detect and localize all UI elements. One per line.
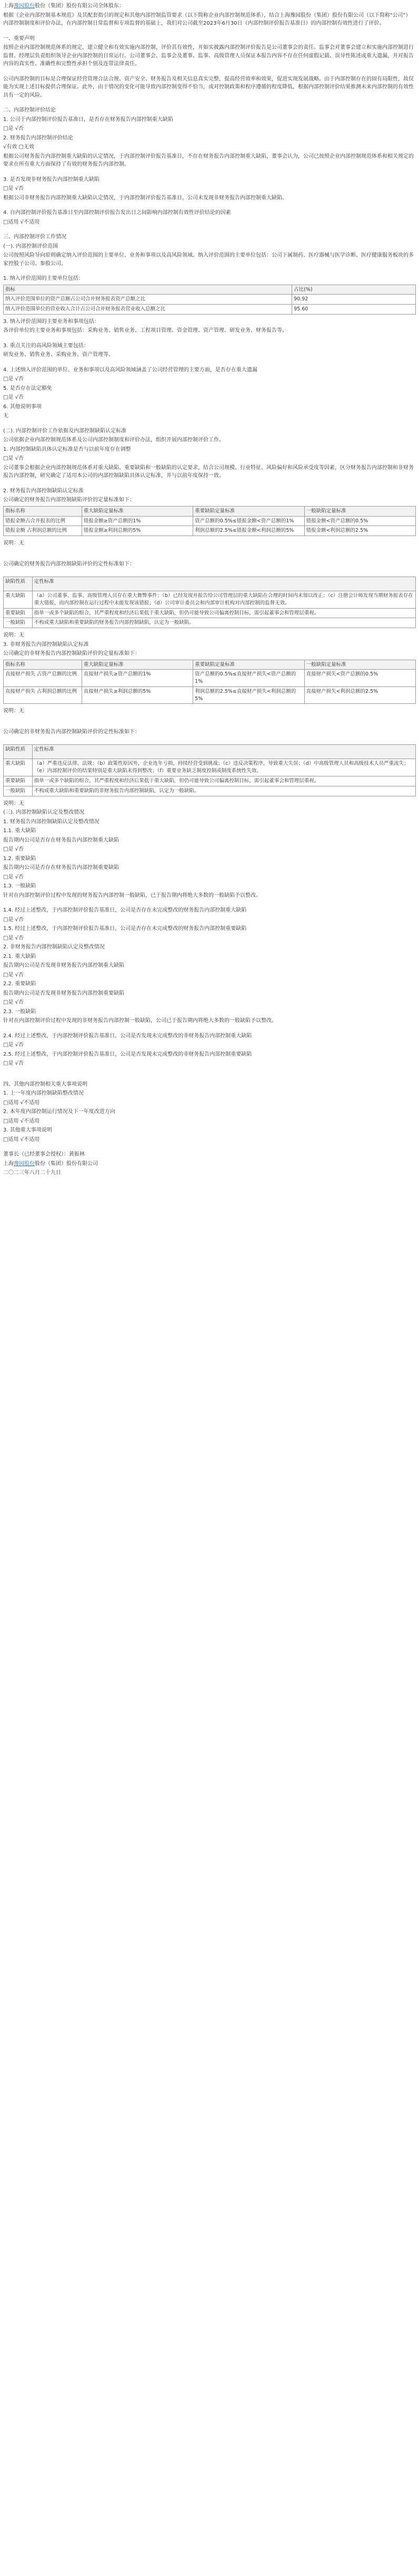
table-row bbox=[4, 745, 416, 759]
sub2-item3-body: 公司确定的财务报告内部控制缺陷评价的定性标准如下： bbox=[3, 561, 135, 567]
a2-5-options: □是 √否 bbox=[3, 1060, 24, 1067]
table-row bbox=[4, 618, 416, 628]
table-cell: 直接财产损失≥资产总额的1% bbox=[82, 670, 193, 687]
table-cell: 直接财产损失 占资产总额的比例 bbox=[4, 670, 82, 687]
item7: 6. 其他说明事项 bbox=[3, 403, 42, 410]
item3-body: 各评价单位的主要业务和事项包括：采购业务、销售业务、工程项目管理、资金管理、资产管理、研发业务、财务报告等。 bbox=[3, 328, 287, 334]
q4-options: □适用 √不适用 bbox=[3, 219, 39, 225]
table-row bbox=[4, 516, 416, 526]
table-cell: 一般缺陷 bbox=[4, 786, 33, 796]
a2: 2. 非财务报告内部控制缺陷认定及整改情况 bbox=[3, 944, 105, 951]
item5-options: □是 √否 bbox=[3, 376, 24, 382]
a1-3: 1.3. 一般缺陷 bbox=[3, 883, 36, 890]
a2-2: 2.2. 重要缺陷 bbox=[3, 981, 36, 987]
table-header-cell: 指标名称 bbox=[4, 506, 82, 516]
table-header-cell: 重大缺陷定量标准 bbox=[82, 660, 193, 670]
report-date: 二〇二三年八月二十九日 bbox=[3, 1170, 61, 1176]
item3: 3. 纳入评价范围的主要业务和事项包括： bbox=[3, 318, 99, 325]
table-cell: 资产总额的0.5%≤直接财产损失<资产总额的1% bbox=[193, 670, 304, 687]
table-cell: 利润总额的2.5%≤错报金额<利润总额的5% bbox=[193, 526, 304, 536]
table-row bbox=[4, 686, 416, 704]
table-cell: 错报金额≥资产总额的1% bbox=[82, 516, 193, 526]
company-link[interactable]: 豫园股份 bbox=[14, 3, 35, 9]
signature-line: 董事长（已经董事会授权）：黄振林 bbox=[3, 1151, 85, 1158]
table-header-cell: 一般缺陷定量标准 bbox=[304, 506, 415, 516]
a2-2-options: □是 √否 bbox=[3, 999, 24, 1006]
table-row bbox=[4, 670, 416, 687]
table-cell: 直接财产损失<利润总额的2.5% bbox=[304, 686, 415, 704]
note2: 说明：无 bbox=[3, 632, 24, 639]
a2-2-question: 报告期内公司是否发现非财务报告内部控制重要缺陷 bbox=[3, 990, 124, 996]
q3-options: □是 √否 bbox=[3, 186, 24, 191]
table-cell: 错报金额<利润总额的2.5% bbox=[304, 526, 415, 536]
b2: 2. 本年度内部控制运行情况及下一年度改进方向 bbox=[3, 1109, 115, 1115]
table-cell: 重要缺陷 bbox=[4, 776, 33, 786]
q2-body: 根据公司财务报告内部控制重大缺陷的认定情况，于内部控制评价报告基准日，不存在财务报告内部控制重大缺陷，董事会认为，公司已按照企业内部控制规范体系和相关规定的要求在所有重大方面保持了有效的财务报告内部控制。 bbox=[3, 153, 414, 167]
section1-body: 按照企业内部控制规范体系的规定，建立健全和有效实施内部控制，评价其有效性，并如实披露内部控制评价报告是公司董事会的责任。监事会对董事会建立和实施内部控制进行监督。经理层负责组织领导企业内部控制的日常运行。公司董事会、监事会及董事、监事、高级管理人员保证本报告内容不存在任何虚假记载、误导性陈述或重大遗漏，并对报告内容的真实性、准确性和完整性承担个别及连带法律责任。 bbox=[3, 45, 414, 67]
table-row bbox=[4, 786, 416, 796]
table-row bbox=[4, 776, 416, 786]
table-cell: 纳入评价范围单位的资产总额占公司合并财务报表资产总额之比 bbox=[4, 295, 292, 305]
a1-1-options: □是 √否 bbox=[3, 846, 24, 853]
sub1-title: (一). 内部控制评价范围 bbox=[3, 243, 58, 249]
a1-1: 1.1. 重大缺陷 bbox=[3, 828, 36, 834]
sub2-item2-body: 公司确定的财务报告内部控制缺陷评价的定量标准如下： bbox=[3, 497, 135, 503]
table-cell: （a）公司董事、监事、高级管理人员存在重大舞弊事件；（b）已经发现并报告给公司管理层的重大缺陷在合理的时间内未加以改正；（c）注册会计师发现当期财务报表存在重大错报，而内部控制在运行过程中未能发现该错报；（d）公司审计委员会和内部审计机构对内部控制的监督无效。 bbox=[32, 591, 415, 609]
sub2-item5-body: 公司确定的非财务报告内部控制缺陷评价的定性标准如下： bbox=[3, 729, 140, 735]
a2-1: 2.1. 重大缺陷 bbox=[3, 953, 36, 959]
a1-2-options: □是 √否 bbox=[3, 874, 24, 880]
note3: 说明：无 bbox=[3, 708, 24, 714]
q4: 4. 自内部控制评价报告基准日至内部控制评价报告发出日之间影响内部控制有效性评价结论的因素 bbox=[3, 210, 231, 216]
table-cell: 不构成重大缺陷和重要缺陷的非财务报告内部控制缺陷，认定为一般缺陷。 bbox=[32, 786, 415, 796]
q3: 3. 是否发现非财务报告内部控制重大缺陷 bbox=[3, 176, 99, 183]
a1-4-options: □是 √否 bbox=[3, 916, 24, 923]
a2-3-body: 针对在内部控制评价过程中发现的非财务报告内部控制一般缺陷，公司已于报告期内将绝大多数的一般缺陷予以整改。 bbox=[3, 1018, 277, 1024]
q2-options: √有效 □无效 bbox=[3, 144, 34, 150]
table-cell: 重大缺陷 bbox=[4, 591, 33, 609]
table-cell: 错报金额 占利润总额的比例 bbox=[4, 526, 82, 536]
table-header-cell: 指标名称 bbox=[4, 660, 82, 670]
item5: 4. 上述纳入评价范围的单位、业务和事项以及高风险领域涵盖了公司经营管理的主要方面，是否存在重大遗漏 bbox=[3, 367, 257, 373]
b3: 3. 其他重大事项说明 bbox=[3, 1127, 52, 1134]
a2-4-options: □是 √否 bbox=[3, 1042, 24, 1048]
sub2-title: (二). 内部控制评价工作依据及内部控制缺陷认定标准 bbox=[3, 428, 127, 434]
a1-5: 1.5. 经过上述整改，于内部控制评价报告基准日，公司是否存在未完成整改的财务报告内部控制重要缺陷 bbox=[3, 926, 247, 932]
scope-table bbox=[3, 285, 416, 315]
q2: 2. 财务报告内部控制评价结论 bbox=[3, 135, 73, 141]
sub2-item4-body: 公司确定的非财务报告内部控制缺陷评价的定量标准如下： bbox=[3, 651, 140, 657]
table-header-cell: 重要缺陷定量标准 bbox=[193, 506, 304, 516]
sub2-item1-options: □是 √否 bbox=[3, 456, 24, 462]
footer-company-link[interactable]: 豫园股份 bbox=[14, 1160, 35, 1167]
q1: 1. 公司于内部控制评价报告基准日，是否存在财务报告内部控制重大缺陷 bbox=[3, 116, 173, 123]
table-row bbox=[4, 526, 416, 536]
table-header-cell: 指标 bbox=[4, 285, 292, 295]
section1-title: 一、重要声明 bbox=[3, 35, 35, 42]
table-header-cell: 定性标准 bbox=[32, 745, 415, 759]
table-cell: 利润总额的2.5%≤直接财产损失<利润总额的5% bbox=[193, 686, 304, 704]
sub2-body: 公司依据企业内部控制规范体系及公司内部控制制度和评价办法，组织开展内部控制评价工作。 bbox=[3, 437, 224, 443]
b3-options: □适用 √不适用 bbox=[3, 1136, 39, 1143]
table-cell: 纳入评价范围单位的营业收入合计占公司合并财务报表营业收入总额之比 bbox=[4, 305, 292, 315]
sub2-item1-body: 公司董事会根据企业内部控制规范体系对重大缺陷、重要缺陷和一般缺陷的认定要求，结合公司规模、行业特征、风险偏好和风险承受度等因素，区分财务报告内部控制和非财务报告内部控制，研究确定了适用本公司的内部控制缺陷具体认定标准，并与以前年度保持一致。 bbox=[3, 464, 414, 479]
table-cell: 一般缺陷 bbox=[4, 618, 33, 628]
a1-1-question: 报告期内公司是否存在财务报告内部控制重大缺陷 bbox=[3, 837, 119, 843]
item1: 1. 纳入评价范围的主要单位包括： bbox=[3, 276, 84, 281]
a2-1-question: 报告期内公司是否发现非财务报告内部控制重大缺陷 bbox=[3, 963, 124, 969]
table-cell: 指单一或多个缺陷的组合，其严重程度和经济后果低于重大缺陷，但仍可能导致公司偏离控制目标，需引起董事会和管理层重视。 bbox=[32, 776, 415, 786]
table-header-cell: 重大缺陷定量标准 bbox=[82, 506, 193, 516]
table-cell: 指单一或多个缺陷的组合，其严重程度和经济后果低于重大缺陷，但仍可能导致公司偏离控制目标，需引起董事会和管理层重视。 bbox=[32, 608, 415, 618]
section4-title: 四、其他内部控制相关重大事项说明 bbox=[3, 1081, 87, 1087]
a2-4: 2.4. 经过上述整改，于内部控制评价报告基准日，公司是否发现未完成整改的非财务报告内部控制重大缺陷 bbox=[3, 1033, 252, 1039]
table-header-cell: 缺陷性质 bbox=[4, 745, 33, 759]
a1-2-question: 报告期内公司是否存在财务报告内部控制重要缺陷 bbox=[3, 865, 119, 871]
sub3-title: (三). 内部控制缺陷认定及整改情况 bbox=[3, 810, 85, 816]
table-cell: 直接财产损失<资产总额的0.5% bbox=[304, 670, 415, 687]
a1: 1. 财务报告内部控制缺陷认定及整改情况 bbox=[3, 819, 99, 825]
b1: 1. 上一年度内部控制缺陷整改情况 bbox=[3, 1090, 84, 1097]
financial-qual-table bbox=[3, 577, 416, 628]
item6-options: □是 √否 bbox=[3, 395, 24, 401]
footer-company: 上海豫园股份股份（集团）股份有限公司 bbox=[3, 1160, 98, 1167]
sub1-body: 公司按照风险导向原则确定纳入评价范围的主要单位、业务和事项以及高风险领域。纳入评价范围的主要单位包括：公司下属制药、医疗器械与医学诊断、医疗健康服务板块的多家控股子公司、参股公司。 bbox=[3, 252, 414, 267]
table-header-cell: 重要缺陷定量标准 bbox=[193, 660, 304, 670]
a2-5: 2.5. 经过上述整改，于内部控制评价报告基准日，公司是否发现未完成整改的非财务报告内部控制重要缺陷 bbox=[3, 1051, 252, 1057]
table-header-cell: 定性标准 bbox=[32, 577, 415, 591]
a2-1-options: □是 √否 bbox=[3, 972, 24, 978]
table-header-cell: 占比(%) bbox=[292, 285, 416, 295]
note4: 说明：无 bbox=[3, 800, 24, 806]
intro-paragraph: 根据《企业内部控制基本规范》及其配套指引的规定和其他内部控制监管要求（以下简称企业内部控制规范体系），结合上海豫园股份（集团）股份有限公司（以下简称"公司"）内部控制制度和评价办法，在内部控制日常监督和专项监督的基础上，我们对公司截至2023年6月30日（内部控制评价报告基准日）的内部控制有效性进行了评价。 bbox=[3, 12, 411, 26]
table-row bbox=[4, 305, 416, 315]
a1-2: 1.2. 重要缺陷 bbox=[3, 855, 36, 862]
q1-options: □是 √否 bbox=[3, 126, 24, 132]
table-cell: 错报金额≥利润总额的5% bbox=[82, 526, 193, 536]
table-cell: 不构成重大缺陷和重要缺陷的财务报告内部控制缺陷，认定为一般缺陷。 bbox=[32, 618, 415, 628]
nonfinancial-quant-table bbox=[3, 660, 416, 704]
item4: 3. 重点关注的高风险领域主要包括： bbox=[3, 342, 89, 349]
sub2-item2: 2. 财务报告内部控制缺陷认定标准 bbox=[3, 488, 84, 494]
table-row bbox=[4, 506, 416, 516]
sub2-item1: 1. 内部控制缺陷具体认定标准是否与以前年度存在调整 bbox=[3, 446, 131, 452]
table-row bbox=[4, 660, 416, 670]
item7-body: 无 bbox=[3, 413, 8, 419]
a1-4: 1.4. 经过上述整改，于内部控制评价报告基准日，公司是否存在未完成整改的财务报告内部控制重大缺陷 bbox=[3, 907, 247, 914]
table-row bbox=[4, 285, 416, 295]
table-cell: 重大缺陷 bbox=[4, 759, 33, 776]
table-row bbox=[4, 591, 416, 609]
nonfinancial-qual-table bbox=[3, 744, 416, 796]
table-row bbox=[4, 608, 416, 618]
financial-quant-table bbox=[3, 506, 416, 536]
table-row bbox=[4, 577, 416, 591]
note1: 说明：无 bbox=[3, 540, 24, 547]
sub2-item4: 3. 非财务报告内部控制缺陷认定标准 bbox=[3, 641, 89, 648]
a2-3: 2.3. 一般缺陷 bbox=[3, 1008, 36, 1015]
table-cell: 直接财产损失 占利润总额的比例 bbox=[4, 686, 82, 704]
table-cell: 资产总额的0.5%≤错报金额<资产总额的1% bbox=[193, 516, 304, 526]
table-cell: 错报金额占合并报表的比例 bbox=[4, 516, 82, 526]
table-cell: （a）严重违反法律、法规；（b）政策性原因外，企业连年亏损，持续经营受到挑战；（c）违反决策程序，导致重大失误；（d）中高级管理人员和高级技术人员严重流失；（e）内部控制评价的结果特别是重大缺陷未得到整改；（f）重要业务缺乏制度控制或制度系统性失效。 bbox=[32, 759, 415, 776]
a1-3-body: 针对在内部控制评价过程中发现的财务报告内部控制一般缺陷，已于报告期内将绝大多数的一般缺陷予以整改。 bbox=[3, 892, 261, 898]
table-cell: 重要缺陷 bbox=[4, 608, 33, 618]
section2-title: 二、内部控制评价结论 bbox=[3, 107, 56, 113]
section3-title: 三、内部控制评价工作情况 bbox=[3, 234, 66, 240]
item4-body: 研发业务、销售业务、采购业务、资产管理等。 bbox=[3, 352, 114, 358]
table-row bbox=[4, 295, 416, 305]
section1-body2: 公司内部控制的目标是合理保证经营管理合法合规、资产安全、财务报告及相关信息真实完整，提高经营效率和效果，促进实现发展战略。由于内部控制存在的固有局限性，故仅能为实现上述目标提供合理保证。此外，由于情况的变化可能导致内部控制变得不恰当，或对控制政策和程序遵循的程度降低，根据内部控制评价结果推测未来内部控制的有效性具有一定的风险。 bbox=[3, 76, 414, 98]
table-cell: 错报金额<资产总额的0.5% bbox=[304, 516, 415, 526]
table-header-cell: 一般缺陷定量标准 bbox=[304, 660, 415, 670]
a1-5-options: □是 √否 bbox=[3, 935, 24, 941]
table-cell: 90.92 bbox=[292, 295, 416, 305]
q3-body: 根据公司非财务报告内部控制重大缺陷认定情况，于内部控制评价报告基准日，公司未发现非财务报告内部控制重大缺陷。 bbox=[3, 195, 287, 201]
b1-options: □适用 √不适用 bbox=[3, 1099, 39, 1106]
table-header-cell: 缺陷性质 bbox=[4, 577, 33, 591]
b2-options: □适用 √不适用 bbox=[3, 1118, 39, 1124]
table-cell: 95.60 bbox=[292, 305, 416, 315]
item6: 5. 是否存在法定豁免 bbox=[3, 385, 52, 391]
addressee: 上海豫园股份股份（集团）股份有限公司全体股东： bbox=[3, 3, 124, 9]
report-page bbox=[0, 0, 419, 1186]
table-row bbox=[4, 759, 416, 776]
table-cell: 直接财产损失≥利润总额的5% bbox=[82, 686, 193, 704]
